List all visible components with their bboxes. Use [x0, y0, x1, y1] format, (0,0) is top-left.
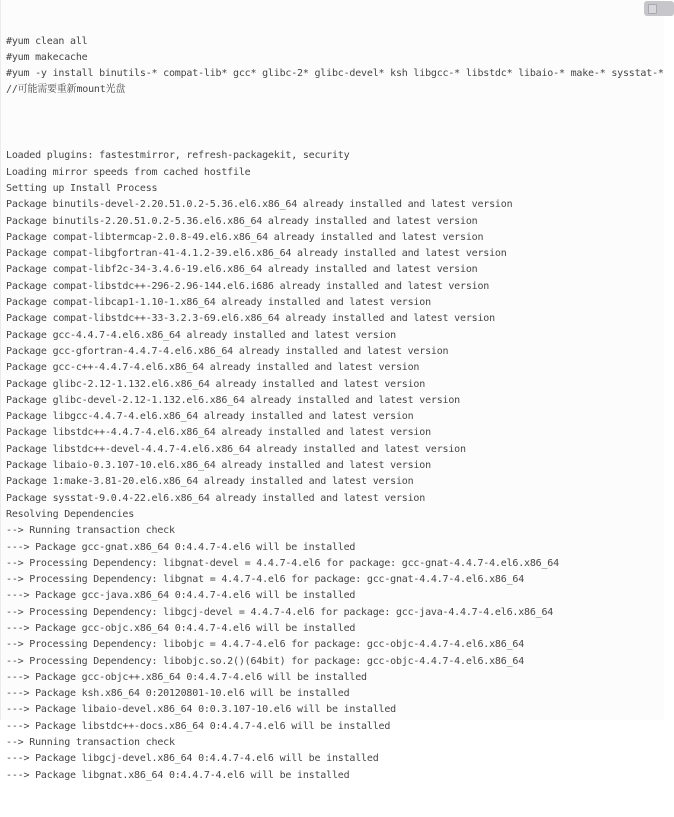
- terminal-line: --> Processing Dependency: libgcj-devel = 4.4.7-4.el6 for package: gcc-java-4.4.7-4.el6.x86_64: [6, 606, 554, 618]
- terminal-line: --> Processing Dependency: libobjc = 4.4.7-4.el6 for package: gcc-objc-4.4.7-4.el6.x86_64: [6, 639, 525, 651]
- terminal-line: ---> Package gcc-objc.x86_64 0:4.4.7-4.el6 will be installed: [6, 622, 356, 634]
- terminal-line: Package compat-libf2c-34-3.4.6-19.el6.x86_64 already installed and latest version: [6, 264, 478, 276]
- terminal-line: --> Processing Dependency: libobjc.so.2()(64bit) for package: gcc-objc-4.4.7-4.el6.x86_64: [6, 655, 525, 667]
- yum-output-block: [6, 148, 664, 784]
- terminal-line: ---> Package libgnat.x86_64 0:4.4.7-4.el6 will be installed: [6, 769, 350, 781]
- terminal-line: #yum clean all: [6, 35, 88, 47]
- terminal-line: Resolving Dependencies: [6, 508, 135, 520]
- terminal-line: ---> Package gcc-gnat.x86_64 0:4.4.7-4.el6 will be installed: [6, 541, 356, 553]
- terminal-line: Package compat-libstdc++-33-3.2.3-69.el6.x86_64 already installed and latest version: [6, 313, 495, 325]
- terminal-line: Package gcc-gfortran-4.4.7-4.el6.x86_64 already installed and latest version: [6, 345, 449, 357]
- terminal-line: Setting up Install Process: [6, 182, 158, 194]
- terminal-line: ---> Package libgcj-devel.x86_64 0:4.4.7-4.el6 will be installed: [6, 753, 379, 765]
- terminal-line: #yum -y install binutils-* compat-lib* gcc* glibc-2* glibc-devel* ksh libgcc-* libstdc* libaio-* make-* sysstat-*: [6, 68, 664, 80]
- terminal-line: --> Processing Dependency: libgnat = 4.4.7-4.el6 for package: gcc-gnat-4.4.7-4.el6.x86_64: [6, 574, 525, 586]
- yum-command-block: [6, 34, 664, 99]
- terminal-line: Package glibc-2.12-1.132.el6.x86_64 already installed and latest version: [6, 378, 426, 390]
- terminal-line: ---> Package ksh.x86_64 0:20120801-10.el6 will be installed: [6, 688, 350, 700]
- terminal-line: --> Processing Dependency: libgnat-devel = 4.4.7-4.el6 for package: gcc-gnat-4.4.7-4.el6.x86_64: [6, 557, 559, 569]
- terminal-line: --> Running transaction check: [6, 737, 175, 749]
- terminal-line: Package 1:make-3.81-20.el6.x86_64 already installed and latest version: [6, 476, 414, 488]
- terminal-line: Package libstdc++-4.4.7-4.el6.x86_64 already installed and latest version: [6, 427, 431, 439]
- terminal-line: Package binutils-2.20.51.0.2-5.36.el6.x86_64 already installed and latest version: [6, 215, 478, 227]
- terminal-line: Package compat-libcap1-1.10-1.x86_64 already installed and latest version: [6, 297, 431, 309]
- terminal-line: Package sysstat-9.0.4-22.el6.x86_64 already installed and latest version: [6, 492, 426, 504]
- terminal-line: Package compat-libtermcap-2.0.8-49.el6.x86_64 already installed and latest version: [6, 231, 484, 243]
- terminal-line: ---> Package gcc-java.x86_64 0:4.4.7-4.el6 will be installed: [6, 590, 356, 602]
- terminal-line: Package compat-libgfortran-41-4.1.2-39.el6.x86_64 already installed and latest version: [6, 248, 507, 260]
- terminal-line: Package libaio-0.3.107-10.el6.x86_64 already installed and latest version: [6, 460, 431, 472]
- terminal-line: Package binutils-devel-2.20.51.0.2-5.36.el6.x86_64 already installed and latest version: [6, 199, 513, 211]
- terminal-line: Package libstdc++-devel-4.4.7-4.el6.x86_64 already installed and latest version: [6, 443, 466, 455]
- copy-button[interactable]: [644, 1, 674, 16]
- terminal-line: #yum makecache: [6, 51, 88, 63]
- copy-icon: [648, 4, 657, 14]
- terminal-line: --> Running transaction check: [6, 525, 175, 537]
- terminal-line: Loaded plugins: fastestmirror, refresh-packagekit, security: [6, 150, 350, 162]
- terminal-line: Package compat-libstdc++-296-2.96-144.el6.i686 already installed and latest version: [6, 280, 490, 292]
- terminal-line: Package gcc-c++-4.4.7-4.el6.x86_64 already installed and latest version: [6, 362, 420, 374]
- terminal-line: ---> Package libaio-devel.x86_64 0:0.3.107-10.el6 will be installed: [6, 704, 396, 716]
- terminal-line: ---> Package gcc-objc++.x86_64 0:4.4.7-4.el6 will be installed: [6, 671, 367, 683]
- terminal-line: ---> Package libstdc++-docs.x86_64 0:4.4.7-4.el6 will be installed: [6, 720, 391, 732]
- terminal-line: Package glibc-devel-2.12-1.132.el6.x86_64 already installed and latest version: [6, 394, 460, 406]
- terminal-line: //可能需要重新mount光盘: [6, 84, 126, 96]
- terminal-line: Package gcc-4.4.7-4.el6.x86_64 already installed and latest version: [6, 329, 396, 341]
- code-block: [1, 0, 664, 817]
- terminal-line: Package libgcc-4.4.7-4.el6.x86_64 already installed and latest version: [6, 411, 414, 423]
- terminal-line: Loading mirror speeds from cached hostfile: [6, 166, 251, 178]
